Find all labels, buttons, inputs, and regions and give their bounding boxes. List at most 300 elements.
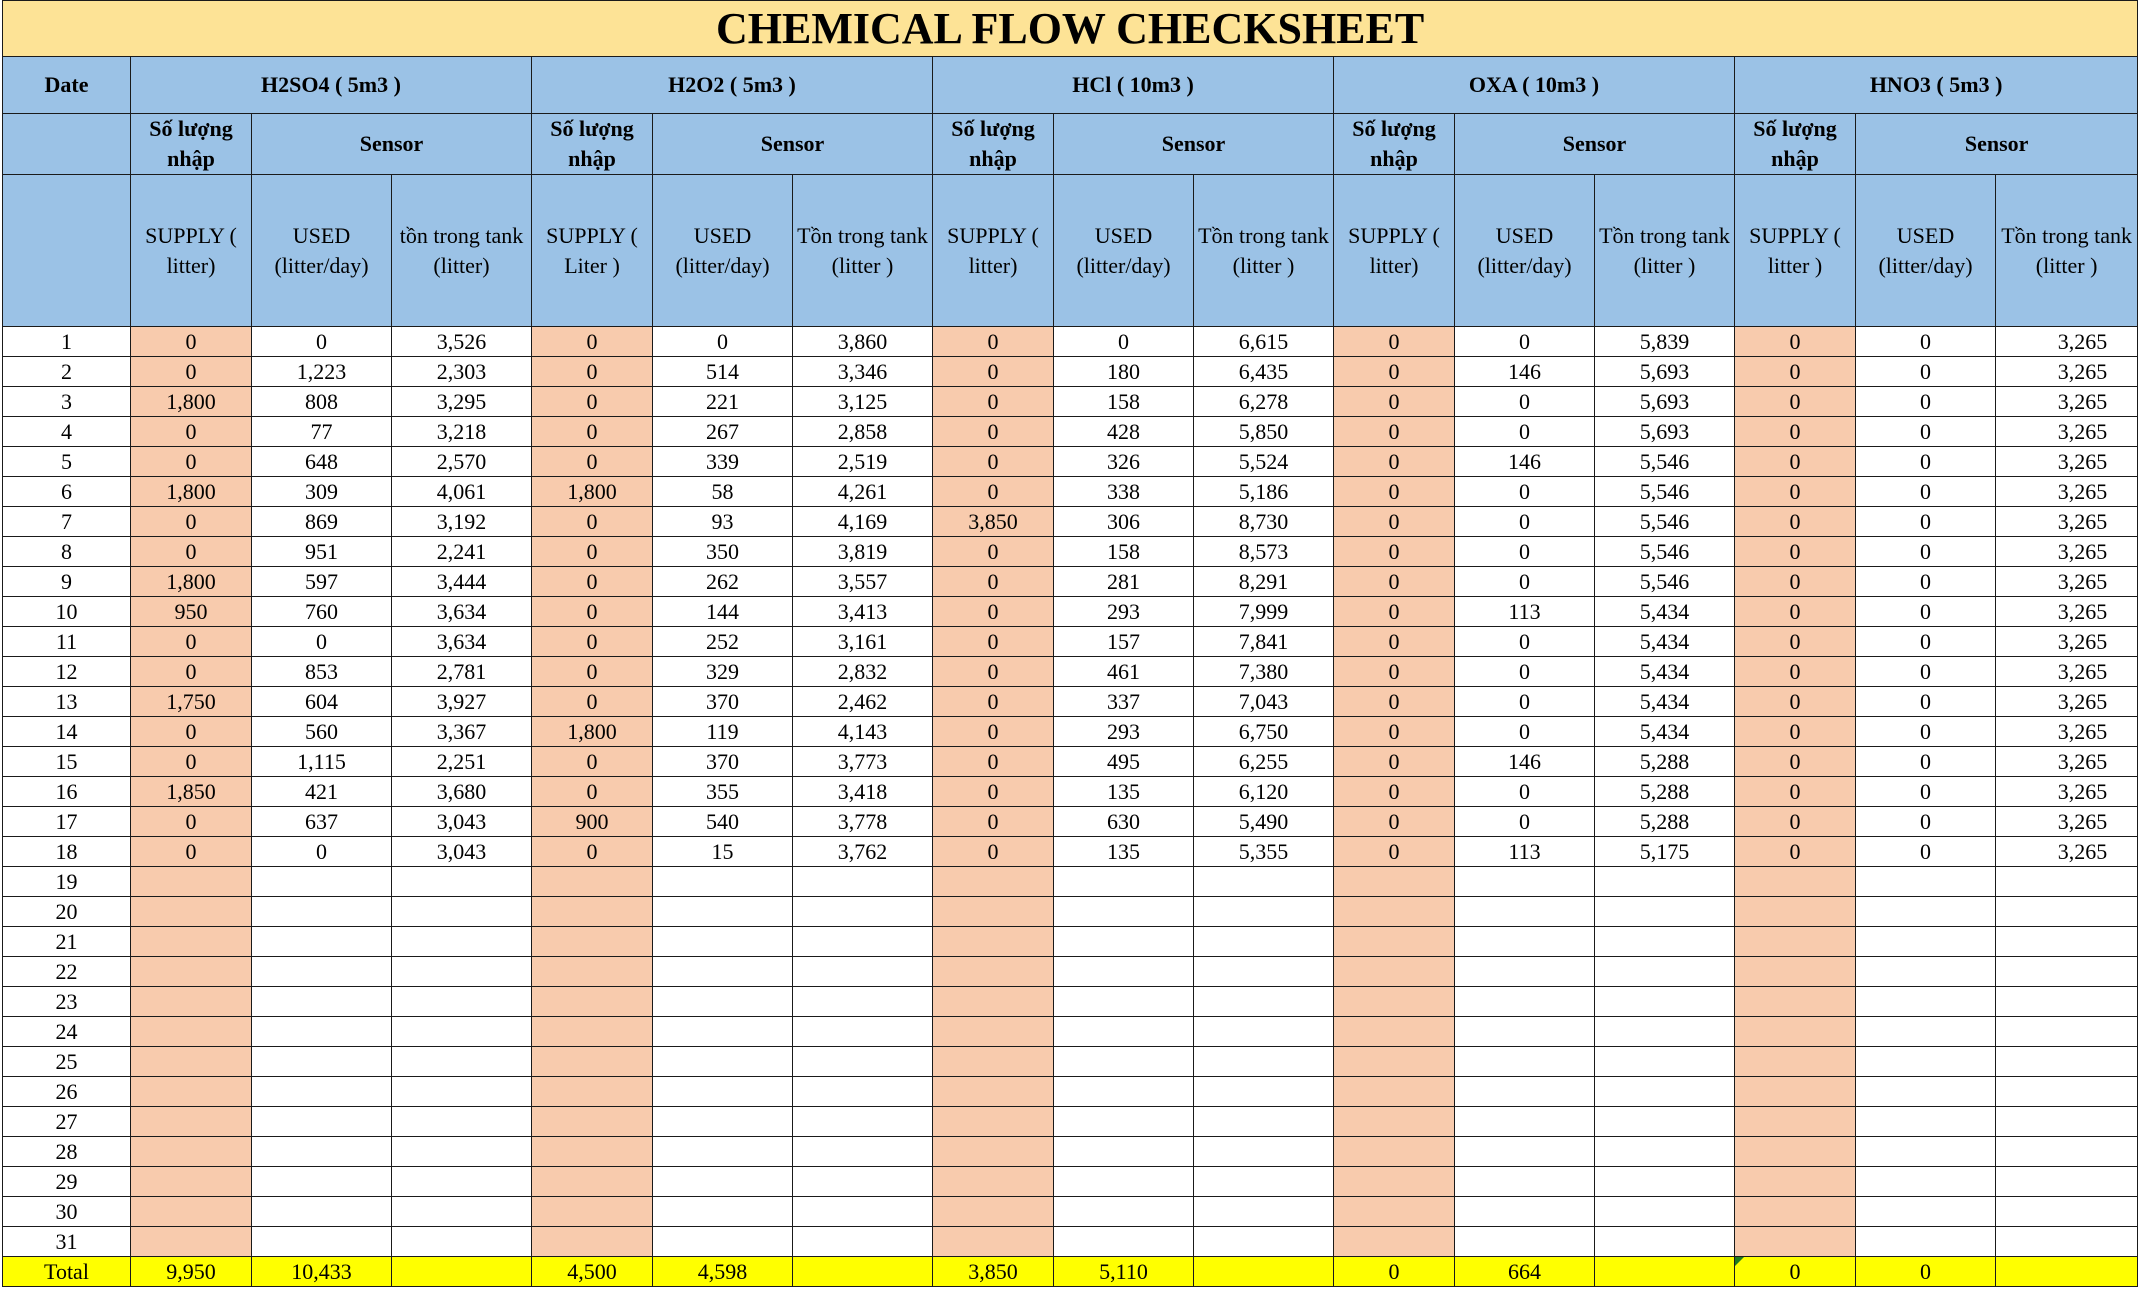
- stock-cell[interactable]: [1595, 1227, 1735, 1257]
- used-cell[interactable]: [1455, 1137, 1595, 1167]
- stock-cell[interactable]: [392, 897, 532, 927]
- used-cell[interactable]: [653, 1227, 793, 1257]
- used-cell[interactable]: [1054, 897, 1194, 927]
- supply-cell[interactable]: [933, 957, 1054, 987]
- supply-cell[interactable]: 3,850: [933, 507, 1054, 537]
- supply-cell[interactable]: 0: [933, 717, 1054, 747]
- stock-cell[interactable]: 3,295: [392, 387, 532, 417]
- sensor-header[interactable]: Sensor: [1455, 114, 1735, 175]
- supply-cell[interactable]: 0: [131, 747, 252, 777]
- used-cell[interactable]: [653, 1197, 793, 1227]
- supply-cell[interactable]: [532, 1047, 653, 1077]
- stock-cell[interactable]: [793, 1017, 933, 1047]
- stock-cell[interactable]: 5,434: [1595, 687, 1735, 717]
- stock-cell[interactable]: [1194, 1107, 1334, 1137]
- date-cell[interactable]: 20: [3, 897, 131, 927]
- stock-cell[interactable]: [793, 927, 933, 957]
- stock-cell[interactable]: 3,265: [1996, 567, 2138, 597]
- used-column-header[interactable]: USED (litter/day): [252, 175, 392, 327]
- used-cell[interactable]: 15: [653, 837, 793, 867]
- date-cell[interactable]: 17: [3, 807, 131, 837]
- stock-cell[interactable]: 5,490: [1194, 807, 1334, 837]
- supply-cell[interactable]: [131, 1107, 252, 1137]
- stock-cell[interactable]: [793, 1107, 933, 1137]
- supply-cell[interactable]: 0: [1735, 687, 1856, 717]
- supply-cell[interactable]: [532, 1197, 653, 1227]
- used-cell[interactable]: [653, 987, 793, 1017]
- total-cell[interactable]: 4,598: [653, 1257, 793, 1287]
- stock-cell[interactable]: 2,570: [392, 447, 532, 477]
- supply-cell[interactable]: 1,850: [131, 777, 252, 807]
- stock-cell[interactable]: 2,832: [793, 657, 933, 687]
- stock-cell[interactable]: 5,693: [1595, 357, 1735, 387]
- used-cell[interactable]: [252, 927, 392, 957]
- supply-cell[interactable]: 0: [532, 327, 653, 357]
- used-cell[interactable]: 597: [252, 567, 392, 597]
- stock-cell[interactable]: 5,434: [1595, 627, 1735, 657]
- supply-cell[interactable]: [532, 1227, 653, 1257]
- used-cell[interactable]: [1054, 1047, 1194, 1077]
- date-cell[interactable]: 14: [3, 717, 131, 747]
- date-cell[interactable]: 5: [3, 447, 131, 477]
- used-cell[interactable]: 326: [1054, 447, 1194, 477]
- stock-cell[interactable]: 3,346: [793, 357, 933, 387]
- used-cell[interactable]: 180: [1054, 357, 1194, 387]
- supply-cell[interactable]: 0: [532, 417, 653, 447]
- stock-cell[interactable]: 2,858: [793, 417, 933, 447]
- supply-cell[interactable]: 0: [131, 357, 252, 387]
- supply-cell[interactable]: 0: [1334, 357, 1455, 387]
- stock-cell[interactable]: 2,251: [392, 747, 532, 777]
- total-cell[interactable]: 0: [1856, 1257, 1996, 1287]
- stock-cell[interactable]: 3,265: [1996, 687, 2138, 717]
- date-cell[interactable]: 23: [3, 987, 131, 1017]
- used-cell[interactable]: 158: [1054, 537, 1194, 567]
- stock-cell[interactable]: [1194, 1137, 1334, 1167]
- used-cell[interactable]: 281: [1054, 567, 1194, 597]
- stock-cell[interactable]: [1595, 957, 1735, 987]
- supply-cell[interactable]: 0: [933, 567, 1054, 597]
- supply-cell[interactable]: 0: [131, 657, 252, 687]
- used-cell[interactable]: 421: [252, 777, 392, 807]
- supply-cell[interactable]: 0: [1334, 747, 1455, 777]
- sensor-header[interactable]: Sensor: [1856, 114, 2138, 175]
- supply-cell[interactable]: [532, 1077, 653, 1107]
- supply-cell[interactable]: [933, 1227, 1054, 1257]
- chemical-header-h2o2[interactable]: H2O2 ( 5m3 ): [532, 57, 933, 114]
- used-cell[interactable]: [252, 897, 392, 927]
- stock-cell[interactable]: [793, 987, 933, 1017]
- supply-cell[interactable]: 0: [532, 507, 653, 537]
- used-cell[interactable]: 951: [252, 537, 392, 567]
- supply-cell[interactable]: [131, 1197, 252, 1227]
- supply-cell[interactable]: [532, 867, 653, 897]
- stock-cell[interactable]: [1595, 1107, 1735, 1137]
- stock-cell[interactable]: 3,413: [793, 597, 933, 627]
- supply-cell[interactable]: 0: [1334, 507, 1455, 537]
- used-cell[interactable]: 0: [1856, 597, 1996, 627]
- supply-cell[interactable]: [933, 1197, 1054, 1227]
- stock-cell[interactable]: 3,265: [1996, 747, 2138, 777]
- used-cell[interactable]: 0: [252, 837, 392, 867]
- stock-cell[interactable]: 3,265: [1996, 357, 2138, 387]
- stock-cell[interactable]: 5,850: [1194, 417, 1334, 447]
- used-cell[interactable]: 158: [1054, 387, 1194, 417]
- used-cell[interactable]: 146: [1455, 447, 1595, 477]
- supply-cell[interactable]: [933, 927, 1054, 957]
- supply-cell[interactable]: [1334, 1017, 1455, 1047]
- stock-cell[interactable]: 3,192: [392, 507, 532, 537]
- used-cell[interactable]: [252, 1167, 392, 1197]
- used-cell[interactable]: [252, 1227, 392, 1257]
- stock-cell[interactable]: 5,546: [1595, 537, 1735, 567]
- stock-cell[interactable]: 2,519: [793, 447, 933, 477]
- supply-cell[interactable]: 0: [1334, 447, 1455, 477]
- used-cell[interactable]: 221: [653, 387, 793, 417]
- used-cell[interactable]: [1856, 987, 1996, 1017]
- used-cell[interactable]: 0: [1856, 777, 1996, 807]
- supply-cell[interactable]: [1735, 867, 1856, 897]
- stock-cell[interactable]: 3,265: [1996, 327, 2138, 357]
- supply-cell[interactable]: [933, 1017, 1054, 1047]
- supply-cell[interactable]: [1735, 1137, 1856, 1167]
- stock-cell[interactable]: [1194, 1197, 1334, 1227]
- stock-cell[interactable]: [1194, 1167, 1334, 1197]
- supply-cell[interactable]: [933, 1137, 1054, 1167]
- date-cell[interactable]: 8: [3, 537, 131, 567]
- supply-cell[interactable]: 0: [933, 537, 1054, 567]
- supply-cell[interactable]: 0: [532, 597, 653, 627]
- supply-cell[interactable]: 0: [532, 537, 653, 567]
- stock-cell[interactable]: 6,615: [1194, 327, 1334, 357]
- stock-cell[interactable]: 3,265: [1996, 447, 2138, 477]
- used-cell[interactable]: 808: [252, 387, 392, 417]
- date-cell[interactable]: 1: [3, 327, 131, 357]
- stock-cell[interactable]: [793, 1047, 933, 1077]
- stock-cell[interactable]: 8,291: [1194, 567, 1334, 597]
- used-cell[interactable]: 0: [1054, 327, 1194, 357]
- date-cell[interactable]: 25: [3, 1047, 131, 1077]
- used-cell[interactable]: [1054, 987, 1194, 1017]
- total-cell[interactable]: [392, 1257, 532, 1287]
- stock-cell[interactable]: [392, 1077, 532, 1107]
- stock-cell[interactable]: 3,367: [392, 717, 532, 747]
- supply-cell[interactable]: [131, 1017, 252, 1047]
- supply-cell[interactable]: 1,800: [131, 387, 252, 417]
- stock-cell[interactable]: [1194, 1077, 1334, 1107]
- supply-cell[interactable]: 0: [933, 387, 1054, 417]
- stock-cell[interactable]: [1194, 867, 1334, 897]
- used-column-header[interactable]: USED (litter/day): [653, 175, 793, 327]
- used-cell[interactable]: [1856, 927, 1996, 957]
- supply-cell[interactable]: [1735, 1167, 1856, 1197]
- used-cell[interactable]: 0: [1856, 657, 1996, 687]
- chemical-header-oxa[interactable]: OXA ( 10m3 ): [1334, 57, 1735, 114]
- stock-cell[interactable]: 3,218: [392, 417, 532, 447]
- supply-cell[interactable]: 0: [1735, 807, 1856, 837]
- total-cell[interactable]: 664: [1455, 1257, 1595, 1287]
- used-cell[interactable]: 339: [653, 447, 793, 477]
- stock-cell[interactable]: [1595, 1197, 1735, 1227]
- supply-cell[interactable]: [1334, 1047, 1455, 1077]
- supply-cell[interactable]: [532, 1167, 653, 1197]
- supply-cell[interactable]: [1334, 867, 1455, 897]
- stock-cell[interactable]: 5,546: [1595, 507, 1735, 537]
- used-cell[interactable]: [252, 867, 392, 897]
- supply-cell[interactable]: [532, 897, 653, 927]
- used-cell[interactable]: 1,115: [252, 747, 392, 777]
- supply-column-header[interactable]: SUPPLY ( litter): [933, 175, 1054, 327]
- supply-cell[interactable]: 0: [1334, 327, 1455, 357]
- supply-cell[interactable]: [1735, 927, 1856, 957]
- stock-column-header[interactable]: Tồn trong tank (litter ): [1996, 175, 2138, 327]
- supply-cell[interactable]: 0: [933, 327, 1054, 357]
- stock-cell[interactable]: 5,693: [1595, 387, 1735, 417]
- used-cell[interactable]: 93: [653, 507, 793, 537]
- supply-cell[interactable]: 0: [933, 837, 1054, 867]
- used-cell[interactable]: [252, 1077, 392, 1107]
- used-cell[interactable]: [1455, 957, 1595, 987]
- supply-cell[interactable]: 1,750: [131, 687, 252, 717]
- used-cell[interactable]: 1,223: [252, 357, 392, 387]
- supply-cell[interactable]: [532, 1137, 653, 1167]
- date-cell[interactable]: 27: [3, 1107, 131, 1137]
- supply-cell[interactable]: 0: [1334, 717, 1455, 747]
- date-cell[interactable]: 19: [3, 867, 131, 897]
- used-cell[interactable]: [1455, 1197, 1595, 1227]
- supply-cell[interactable]: 0: [933, 417, 1054, 447]
- supply-cell[interactable]: 0: [1735, 357, 1856, 387]
- supply-cell[interactable]: [1735, 1227, 1856, 1257]
- stock-cell[interactable]: [1996, 1017, 2138, 1047]
- stock-column-header[interactable]: Tồn trong tank (litter ): [1194, 175, 1334, 327]
- used-cell[interactable]: [252, 957, 392, 987]
- stock-cell[interactable]: 5,288: [1595, 777, 1735, 807]
- total-cell[interactable]: 4,500: [532, 1257, 653, 1287]
- total-cell[interactable]: [1194, 1257, 1334, 1287]
- supply-cell[interactable]: 0: [131, 837, 252, 867]
- used-cell[interactable]: 262: [653, 567, 793, 597]
- supply-cell[interactable]: 0: [933, 747, 1054, 777]
- stock-cell[interactable]: [1595, 1017, 1735, 1047]
- supply-cell[interactable]: 0: [131, 717, 252, 747]
- supply-cell[interactable]: 0: [1334, 657, 1455, 687]
- used-cell[interactable]: 355: [653, 777, 793, 807]
- supply-cell[interactable]: [933, 897, 1054, 927]
- used-cell[interactable]: [1455, 867, 1595, 897]
- date-cell[interactable]: 28: [3, 1137, 131, 1167]
- used-cell[interactable]: [653, 867, 793, 897]
- stock-cell[interactable]: [1996, 987, 2138, 1017]
- used-cell[interactable]: [1054, 1017, 1194, 1047]
- supply-cell[interactable]: 0: [933, 657, 1054, 687]
- supply-cell[interactable]: [1334, 927, 1455, 957]
- used-cell[interactable]: 0: [1455, 417, 1595, 447]
- used-cell[interactable]: 0: [1455, 327, 1595, 357]
- stock-cell[interactable]: 5,434: [1595, 657, 1735, 687]
- used-cell[interactable]: 0: [1856, 567, 1996, 597]
- used-cell[interactable]: 306: [1054, 507, 1194, 537]
- supply-cell[interactable]: 1,800: [532, 477, 653, 507]
- stock-cell[interactable]: 5,693: [1595, 417, 1735, 447]
- supply-cell[interactable]: 0: [1334, 597, 1455, 627]
- stock-cell[interactable]: 3,161: [793, 627, 933, 657]
- used-cell[interactable]: [1054, 1137, 1194, 1167]
- supply-cell[interactable]: [933, 1077, 1054, 1107]
- date-subheader-blank[interactable]: [3, 114, 131, 175]
- supply-cell[interactable]: [532, 1017, 653, 1047]
- used-cell[interactable]: 293: [1054, 717, 1194, 747]
- supply-cell[interactable]: 0: [1334, 477, 1455, 507]
- total-cell[interactable]: [1996, 1257, 2138, 1287]
- supply-cell[interactable]: [131, 897, 252, 927]
- supply-cell[interactable]: 0: [131, 537, 252, 567]
- used-cell[interactable]: 0: [1856, 747, 1996, 777]
- stock-cell[interactable]: [1996, 897, 2138, 927]
- supply-cell[interactable]: 1,800: [131, 567, 252, 597]
- stock-cell[interactable]: 7,999: [1194, 597, 1334, 627]
- used-cell[interactable]: 0: [1455, 657, 1595, 687]
- stock-cell[interactable]: 3,265: [1996, 507, 2138, 537]
- used-cell[interactable]: 338: [1054, 477, 1194, 507]
- date-cell[interactable]: 22: [3, 957, 131, 987]
- stock-cell[interactable]: [392, 1227, 532, 1257]
- date-cell[interactable]: 3: [3, 387, 131, 417]
- stock-cell[interactable]: 3,526: [392, 327, 532, 357]
- used-cell[interactable]: 0: [1856, 477, 1996, 507]
- supply-cell[interactable]: 0: [1735, 717, 1856, 747]
- used-cell[interactable]: [1856, 1167, 1996, 1197]
- supply-cell[interactable]: 0: [1334, 777, 1455, 807]
- stock-cell[interactable]: 3,444: [392, 567, 532, 597]
- stock-cell[interactable]: [1595, 1077, 1735, 1107]
- used-cell[interactable]: [252, 1197, 392, 1227]
- used-cell[interactable]: 58: [653, 477, 793, 507]
- used-cell[interactable]: 135: [1054, 777, 1194, 807]
- stock-cell[interactable]: 3,680: [392, 777, 532, 807]
- used-cell[interactable]: 267: [653, 417, 793, 447]
- stock-column-header[interactable]: tồn trong tank (litter): [392, 175, 532, 327]
- stock-cell[interactable]: 3,265: [1996, 477, 2138, 507]
- stock-cell[interactable]: 5,288: [1595, 807, 1735, 837]
- stock-cell[interactable]: 3,265: [1996, 717, 2138, 747]
- used-cell[interactable]: [1455, 1017, 1595, 1047]
- supply-cell[interactable]: 0: [1334, 417, 1455, 447]
- supply-cell[interactable]: [532, 1107, 653, 1137]
- used-cell[interactable]: 0: [1856, 327, 1996, 357]
- sensor-header[interactable]: Sensor: [1054, 114, 1334, 175]
- supply-cell[interactable]: [1334, 987, 1455, 1017]
- supply-cell[interactable]: [1334, 957, 1455, 987]
- stock-cell[interactable]: 4,143: [793, 717, 933, 747]
- used-cell[interactable]: [252, 987, 392, 1017]
- supply-cell[interactable]: 950: [131, 597, 252, 627]
- used-cell[interactable]: [1856, 897, 1996, 927]
- stock-cell[interactable]: 7,043: [1194, 687, 1334, 717]
- supply-cell[interactable]: 0: [933, 807, 1054, 837]
- stock-cell[interactable]: 3,927: [392, 687, 532, 717]
- used-cell[interactable]: 0: [1455, 477, 1595, 507]
- used-cell[interactable]: 0: [1856, 387, 1996, 417]
- stock-cell[interactable]: 3,762: [793, 837, 933, 867]
- date-cell[interactable]: 15: [3, 747, 131, 777]
- stock-cell[interactable]: [793, 1197, 933, 1227]
- stock-cell[interactable]: 3,557: [793, 567, 933, 597]
- supply-cell[interactable]: 0: [1334, 627, 1455, 657]
- stock-cell[interactable]: 8,573: [1194, 537, 1334, 567]
- stock-cell[interactable]: [392, 1017, 532, 1047]
- stock-cell[interactable]: 4,169: [793, 507, 933, 537]
- used-cell[interactable]: [653, 1047, 793, 1077]
- stock-cell[interactable]: 3,773: [793, 747, 933, 777]
- stock-cell[interactable]: 5,546: [1595, 477, 1735, 507]
- used-cell[interactable]: 0: [1455, 537, 1595, 567]
- used-cell[interactable]: 0: [1455, 807, 1595, 837]
- supply-cell[interactable]: [1334, 1107, 1455, 1137]
- stock-cell[interactable]: 3,125: [793, 387, 933, 417]
- supply-cell[interactable]: 0: [1735, 447, 1856, 477]
- stock-cell[interactable]: [392, 1197, 532, 1227]
- used-cell[interactable]: 329: [653, 657, 793, 687]
- stock-cell[interactable]: 3,265: [1996, 657, 2138, 687]
- used-cell[interactable]: 135: [1054, 837, 1194, 867]
- stock-cell[interactable]: [1996, 867, 2138, 897]
- used-cell[interactable]: 428: [1054, 417, 1194, 447]
- stock-cell[interactable]: 3,265: [1996, 837, 2138, 867]
- sensor-header[interactable]: Sensor: [653, 114, 933, 175]
- supply-cell[interactable]: [1735, 987, 1856, 1017]
- used-cell[interactable]: 119: [653, 717, 793, 747]
- used-cell[interactable]: 0: [1455, 387, 1595, 417]
- date-cell[interactable]: 11: [3, 627, 131, 657]
- date-cell[interactable]: 9: [3, 567, 131, 597]
- used-cell[interactable]: 0: [1455, 717, 1595, 747]
- stock-cell[interactable]: [793, 1227, 933, 1257]
- stock-cell[interactable]: 7,841: [1194, 627, 1334, 657]
- input-header[interactable]: Số lượng nhập: [131, 114, 252, 175]
- stock-cell[interactable]: [793, 867, 933, 897]
- date-cell[interactable]: 4: [3, 417, 131, 447]
- used-cell[interactable]: 0: [1455, 567, 1595, 597]
- stock-column-header[interactable]: Tồn trong tank (litter ): [1595, 175, 1735, 327]
- total-cell[interactable]: [793, 1257, 933, 1287]
- date-cell[interactable]: 18: [3, 837, 131, 867]
- supply-cell[interactable]: 0: [1735, 477, 1856, 507]
- supply-cell[interactable]: 0: [131, 447, 252, 477]
- supply-cell[interactable]: [131, 987, 252, 1017]
- used-cell[interactable]: [252, 1107, 392, 1137]
- supply-cell[interactable]: 0: [1334, 567, 1455, 597]
- supply-cell[interactable]: [131, 867, 252, 897]
- supply-cell[interactable]: [1735, 1017, 1856, 1047]
- supply-cell[interactable]: 0: [1735, 657, 1856, 687]
- used-cell[interactable]: [653, 1107, 793, 1137]
- used-cell[interactable]: 113: [1455, 837, 1595, 867]
- supply-cell[interactable]: 0: [933, 447, 1054, 477]
- stock-cell[interactable]: [1194, 957, 1334, 987]
- used-cell[interactable]: 370: [653, 687, 793, 717]
- supply-cell[interactable]: 0: [131, 507, 252, 537]
- date-cell[interactable]: 16: [3, 777, 131, 807]
- stock-cell[interactable]: 3,265: [1996, 777, 2138, 807]
- supply-cell[interactable]: [131, 1077, 252, 1107]
- stock-cell[interactable]: 4,061: [392, 477, 532, 507]
- stock-cell[interactable]: [1595, 1167, 1735, 1197]
- stock-cell[interactable]: [1996, 1107, 2138, 1137]
- stock-cell[interactable]: 3,265: [1996, 597, 2138, 627]
- used-cell[interactable]: [1856, 1197, 1996, 1227]
- stock-cell[interactable]: [392, 867, 532, 897]
